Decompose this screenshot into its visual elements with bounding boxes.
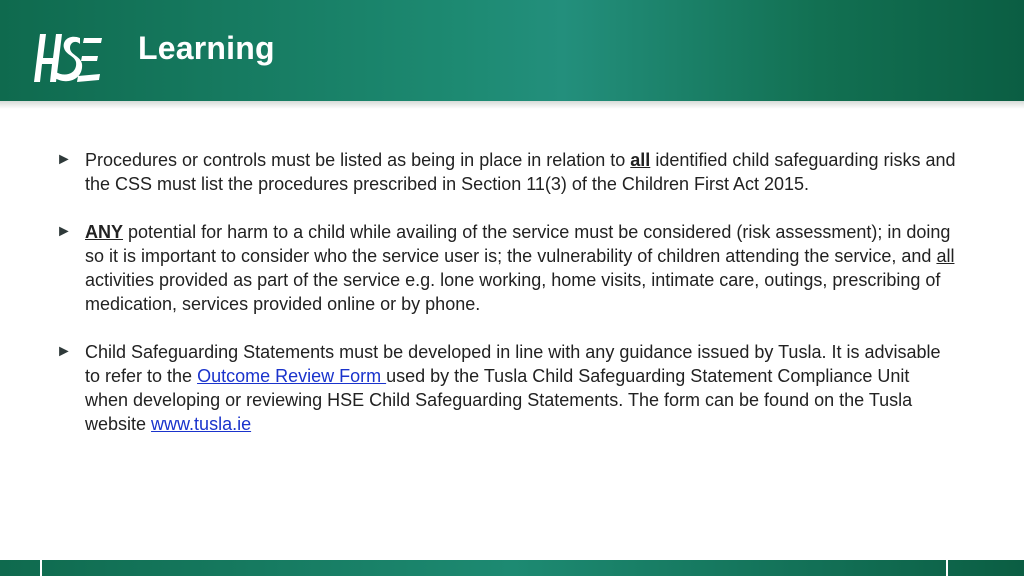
bullet-list [56,148,956,460]
emphasis-text: all [630,150,651,170]
footer-divider [40,560,42,576]
triangle-bullet-icon: ► [56,151,72,168]
triangle-bullet-icon: ► [56,343,72,360]
list-item [56,148,956,196]
bullet-text-part: Procedures or controls must be listed as being in place in relation to [85,150,631,170]
footer-bar [0,560,1024,576]
list-item [56,340,956,436]
bullet-text-part: used by the Tusla Child Safeguarding Statement Compliance Unit when developing or reviewing HSE Child Safeguarding Statements. The form can be found on the Tusla website [85,366,913,434]
tusla-website-link[interactable]: www.tusla.ie [151,414,252,434]
bullet-text-part: identified child safeguarding risks and the CSS must list the procedures prescribed in Section 11(3) of the Children First Act 2015. [85,150,956,194]
bullet-text-part: activities provided as part of the service e.g. lone working, home visits, intimate care, outings, prescribing of medication, services provided online or by phone. [85,270,941,314]
outcome-review-form-link[interactable]: Outcome Review Form [197,366,387,386]
bullet-text-part: potential for harm to a child while availing of the service must be considered (risk assessment); in doing so it is important to consider who the service user is; the vulnerability of children attending the service, and [85,222,951,266]
hse-logo [30,30,104,86]
header-bar [0,0,1024,101]
bullet-text [85,340,956,436]
emphasis-text: ANY [85,222,124,242]
triangle-bullet-icon: ► [56,223,72,240]
bullet-text [85,220,956,316]
underlined-text: all [936,246,955,266]
page-title: Learning [138,30,275,66]
header-shadow [0,101,1024,109]
list-item [56,220,956,316]
footer-divider [946,560,948,576]
bullet-text-part: Child Safeguarding Statements must be developed in line with any guidance issued by Tusla. It is advisable to refer to the [85,342,941,386]
bullet-text [85,148,956,196]
